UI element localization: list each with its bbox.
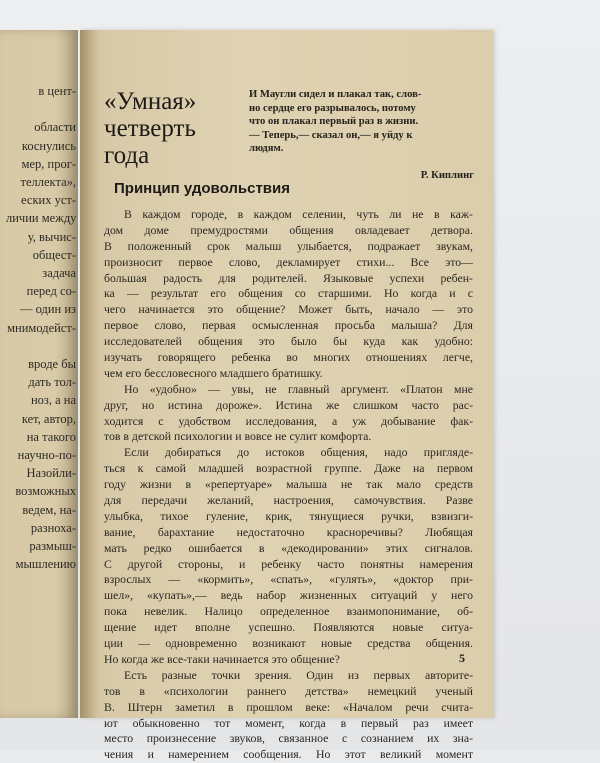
previous-page-line: области bbox=[34, 120, 76, 135]
previous-page-line: кет, автор, bbox=[21, 411, 76, 426]
previous-page-line: задача bbox=[42, 266, 76, 280]
body-line: большая радость для родителей. Языковые успехи ребен- bbox=[104, 270, 473, 285]
body-line: ют обыкновенно тот момент, когда в первый раз имеет bbox=[104, 715, 473, 730]
body-line: мать редко ошибается в «декодировании» этих сигналов. bbox=[104, 540, 473, 555]
previous-page-line: ноз, а на bbox=[30, 393, 76, 408]
previous-page-edge bbox=[0, 30, 78, 718]
body-line: изучать говорящего ребенка во многих отношениях легче, bbox=[104, 350, 473, 365]
previous-page-line: Назойли- bbox=[26, 466, 76, 481]
previous-page-line: ведем, на- bbox=[22, 502, 76, 517]
epigraph-line: людям. bbox=[249, 143, 284, 154]
body-line: чего начинается это общение? Может быть, начало — это bbox=[104, 302, 473, 317]
previous-page-line: на такого bbox=[26, 429, 76, 444]
chapter-title-line: «Умная» bbox=[104, 88, 197, 115]
body-line: исследователей общения это было бы куда как удобно: bbox=[104, 334, 473, 349]
previous-page-line: дать тол- bbox=[28, 375, 76, 390]
body-line: взрослых — «кормить», «спать», «гулять», «доктор при- bbox=[104, 572, 473, 587]
epigraph bbox=[249, 88, 473, 156]
previous-page-line: у, вычис- bbox=[27, 229, 76, 244]
previous-page-line: общест- bbox=[32, 247, 76, 262]
body-line: щение идет вполне успешно. Появляются новые ситуа- bbox=[104, 620, 473, 635]
body-line: ка — результат его общения со старшими. Но когда и с bbox=[104, 286, 473, 301]
epigraph-line: И Маугли сидел и плакал так, слов- bbox=[249, 89, 422, 100]
body-line: шел», «купать»,— ведь набор жизненных ситуаций у него bbox=[104, 588, 473, 603]
page-gutter-shadow bbox=[80, 30, 98, 718]
body-line: В положенный срок малыш улыбается, подражает звукам, bbox=[104, 238, 473, 253]
body-line: ции — одновременно возникают новые средства общения. bbox=[104, 636, 473, 651]
epigraph-author: Р. Киплинг bbox=[420, 170, 474, 181]
body-line: вание, барахтание недостаточно красноречивы? Любящая bbox=[104, 524, 473, 539]
epigraph-line: что он плакал первый раз в жизни. bbox=[249, 116, 419, 127]
body-line: Но когда же все-таки начинается это общение? bbox=[104, 651, 340, 666]
chapter-title bbox=[104, 88, 244, 169]
body-line: место произнесение звуков, связанное с сознанием их зна- bbox=[104, 731, 473, 746]
body-line: ться к самой младшей возрастной группе. Даже на первом bbox=[104, 461, 473, 476]
body-line: В. Штерн заметил в прошлом веке: «Началом речи счита- bbox=[104, 699, 473, 714]
body-line: ходится с удобством исследования, а уж добывание фак- bbox=[104, 413, 473, 428]
epigraph-line: но сердце его разрывалось, потому bbox=[249, 102, 416, 114]
previous-page-line: коснулись bbox=[21, 138, 76, 153]
previous-page-line: теллекта», bbox=[20, 175, 76, 189]
previous-page-line: еских уст- bbox=[21, 193, 76, 208]
previous-page-line: научно-по- bbox=[17, 448, 76, 462]
previous-page-line bbox=[6, 100, 78, 118]
body-line: году жизни в «репертуаре» малыша не так мало средств bbox=[104, 477, 473, 492]
body-line: В каждом городе, в каждом селении, чуть ли не в каж- bbox=[124, 207, 473, 221]
section-title: Принцип удовольствия bbox=[114, 180, 290, 197]
previous-page-line: перед со- bbox=[26, 284, 76, 299]
body-line: дом доме премудростями общения овладевает детвора. bbox=[104, 222, 473, 237]
body-line: пока невелик. Налицо определенное взаимопонимание, об- bbox=[104, 604, 473, 619]
previous-page-line bbox=[6, 337, 78, 355]
book-page bbox=[80, 30, 493, 762]
body-line: произносит первое слово, декламирует стихи... Все это— bbox=[104, 254, 473, 269]
chapter-title-line: года bbox=[104, 142, 150, 169]
previous-page-line: мышлению bbox=[15, 557, 76, 572]
body-line: чем его бессловесного младшего братишку. bbox=[104, 365, 323, 380]
body-line: улыбка, тихое гуление, крик, тянущиеся ручки, взвизги- bbox=[104, 508, 473, 523]
body-line: тов в «психологии раннего детства» немецкий ученый bbox=[104, 683, 473, 698]
previous-page-line: мнимодейст- bbox=[7, 320, 76, 335]
body-line: друг, но истина дороже». Истина же слишком часто рас- bbox=[104, 397, 473, 412]
previous-page-line: возможных bbox=[15, 484, 76, 499]
chapter-title-line: четверть bbox=[104, 115, 196, 142]
body-line: чения и намерением сообщения. Но этот великий момент bbox=[104, 747, 473, 762]
body-line: Но «удобно» — увы, не главный аргумент. «Платон мне bbox=[124, 381, 473, 396]
body-line: для передачи желаний, настроения, самочувствия. Разве bbox=[104, 493, 473, 508]
previous-page-line: размыш- bbox=[29, 539, 76, 553]
previous-page-line: мер, прог- bbox=[21, 156, 76, 171]
previous-page-line: разноха- bbox=[30, 520, 76, 535]
previous-page-line: — один из bbox=[19, 302, 76, 317]
body-line: Если добираться до истоков общения, надо пригляде- bbox=[124, 445, 473, 460]
epigraph-line: — Теперь,— сказал он,— я уйду к bbox=[249, 129, 413, 141]
previous-page-line: вроде бы bbox=[28, 357, 76, 371]
previous-page-line: в цент- bbox=[38, 84, 76, 98]
page-number: 5 bbox=[459, 651, 465, 665]
body-line: Есть разные точки зрения. Один из первых авторите- bbox=[124, 667, 473, 682]
previous-page-line: личии между bbox=[6, 211, 77, 226]
body-text bbox=[104, 207, 473, 763]
body-line: С другой стороны, и ребенку часто понятны намерения bbox=[104, 556, 473, 571]
body-line: первое слово, первая осмысленная просьба малыша? Для bbox=[104, 318, 473, 333]
body-line: тов в детской психологии и вовсе не сулит комфорта. bbox=[104, 429, 372, 444]
